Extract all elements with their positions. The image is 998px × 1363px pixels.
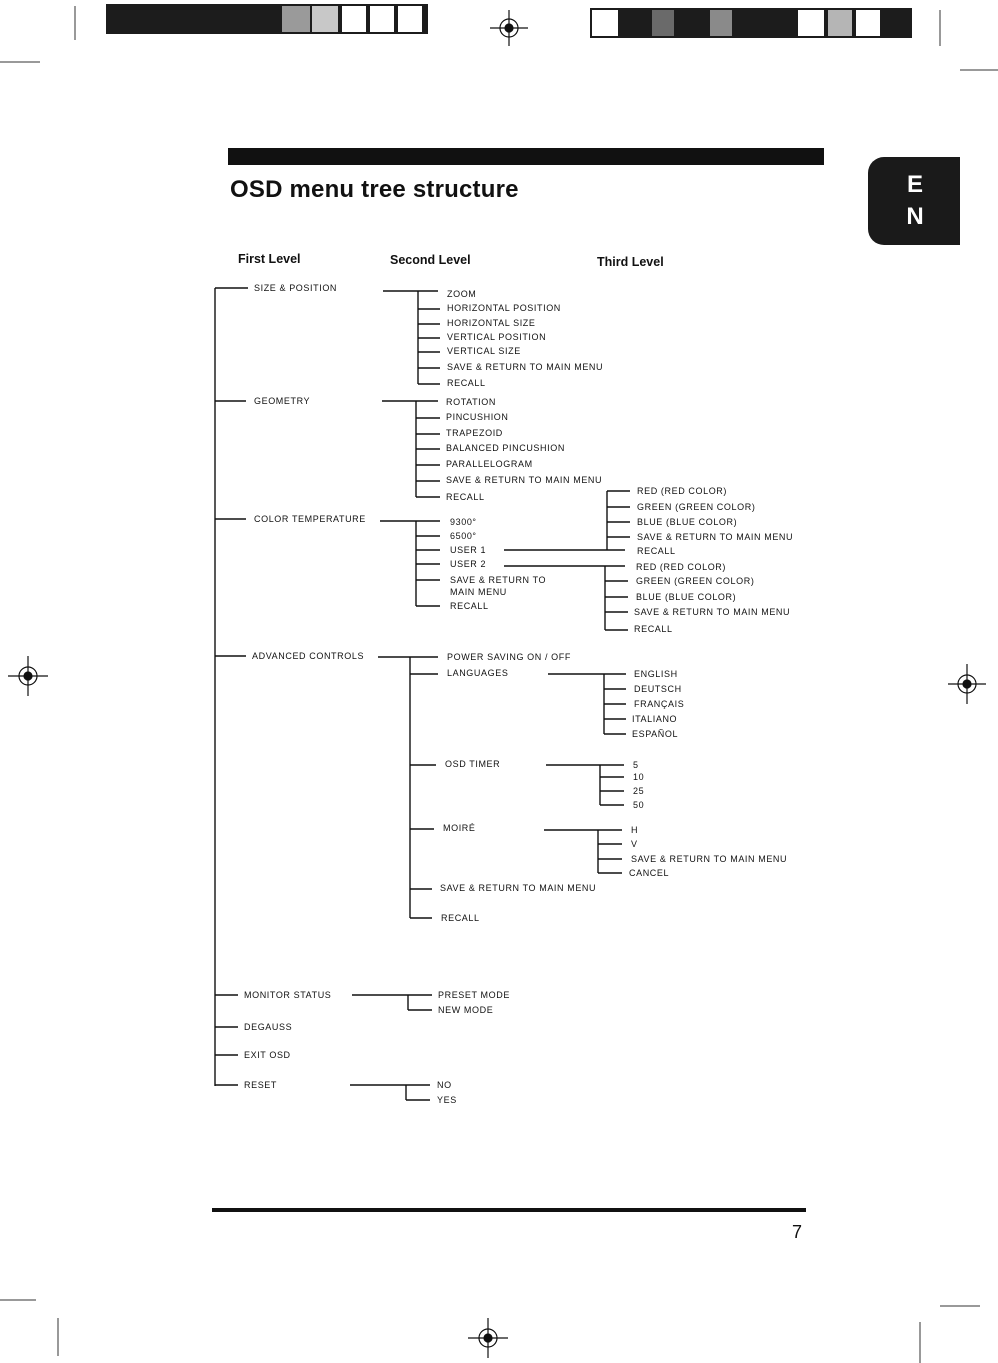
menu-item: CANCEL — [629, 868, 670, 878]
menu-item: RECALL — [637, 546, 676, 556]
menu-item: NEW MODE — [438, 1005, 494, 1015]
menu-item: SAVE & RETURN TO MAIN MENU — [637, 532, 794, 542]
menu-item: HORIZONTAL POSITION — [447, 303, 561, 313]
page-number: 7 — [792, 1222, 803, 1242]
menu-item: ITALIANO — [632, 714, 678, 724]
menu-item: VERTICAL POSITION — [447, 332, 547, 342]
first-advanced-controls: ADVANCED CONTROLS — [252, 651, 365, 661]
menu-item: MAIN MENU — [450, 587, 507, 597]
first-size-position: SIZE & POSITION — [254, 283, 338, 293]
menu-item: YES — [437, 1095, 457, 1105]
menu-item: PRESET MODE — [438, 990, 510, 1000]
menu-item: ZOOM — [447, 289, 477, 299]
menu-item: RECALL — [450, 601, 489, 611]
menu-item: RECALL — [447, 378, 486, 388]
menu-item: 6500° — [450, 531, 477, 541]
menu-item: NO — [437, 1080, 452, 1090]
menu-item: OSD TIMER — [445, 759, 501, 769]
first-reset: RESET — [244, 1080, 278, 1090]
menu-item: ENGLISH — [634, 669, 678, 679]
menu-item: SAVE & RETURN TO MAIN MENU — [446, 475, 603, 485]
menu-item: RED (RED COLOR) — [637, 486, 728, 496]
menu-item: V — [631, 839, 638, 849]
page-title: OSD menu tree structure — [230, 176, 519, 203]
first-color-temperature: COLOR TEMPERATURE — [254, 514, 366, 524]
menu-item: SAVE & RETURN TO — [450, 575, 547, 585]
menu-item: SAVE & RETURN TO MAIN MENU — [447, 362, 604, 372]
footer-rule — [212, 1208, 806, 1212]
menu-item: TRAPEZOID — [446, 428, 503, 438]
first-degauss: DEGAUSS — [244, 1022, 293, 1032]
menu-item: GREEN (GREEN COLOR) — [636, 576, 755, 586]
menu-item: POWER SAVING ON / OFF — [447, 652, 571, 662]
menu-item: RECALL — [441, 913, 480, 923]
menu-item: HORIZONTAL SIZE — [447, 318, 536, 328]
menu-item: FRANÇAIS — [634, 699, 685, 709]
menu-item: PARALLELOGRAM — [446, 459, 533, 469]
menu-item: 50 — [633, 800, 645, 810]
menu-item: USER 2 — [450, 559, 487, 569]
first-monitor-status: MONITOR STATUS — [244, 990, 332, 1000]
first-exit-osd: EXIT OSD — [244, 1050, 291, 1060]
second-level-heading: Second Level — [390, 253, 471, 267]
menu-item: USER 1 — [450, 545, 487, 555]
menu-item: PINCUSHION — [446, 412, 509, 422]
menu-item: ROTATION — [446, 397, 496, 407]
first-level-heading: First Level — [238, 252, 301, 266]
menu-item: SAVE & RETURN TO MAIN MENU — [634, 607, 791, 617]
menu-item: 10 — [633, 772, 645, 782]
menu-item: H — [631, 825, 639, 835]
menu-item: VERTICAL SIZE — [447, 346, 521, 356]
menu-item: BLUE (BLUE COLOR) — [637, 517, 738, 527]
menu-item: SAVE & RETURN TO MAIN MENU — [440, 883, 597, 893]
tab-letter-n: N — [906, 203, 924, 230]
menu-item: RED (RED COLOR) — [636, 562, 727, 572]
menu-item: BLUE (BLUE COLOR) — [636, 592, 737, 602]
menu-item: RECALL — [634, 624, 673, 634]
menu-item: 5 — [633, 760, 639, 770]
menu-item: DEUTSCH — [634, 684, 682, 694]
menu-item: LANGUAGES — [447, 668, 509, 678]
tab-letter-e: E — [906, 171, 923, 198]
first-geometry: GEOMETRY — [254, 396, 311, 406]
menu-item: 9300° — [450, 517, 477, 527]
menu-item: BALANCED PINCUSHION — [446, 443, 565, 453]
menu-item: RECALL — [446, 492, 485, 502]
menu-item: MOIRÉ — [443, 823, 476, 833]
menu-item: ESPAÑOL — [632, 729, 679, 739]
menu-item: SAVE & RETURN TO MAIN MENU — [631, 854, 788, 864]
menu-item: GREEN (GREEN COLOR) — [637, 502, 756, 512]
menu-item: 25 — [633, 786, 645, 796]
third-level-heading: Third Level — [597, 255, 664, 269]
